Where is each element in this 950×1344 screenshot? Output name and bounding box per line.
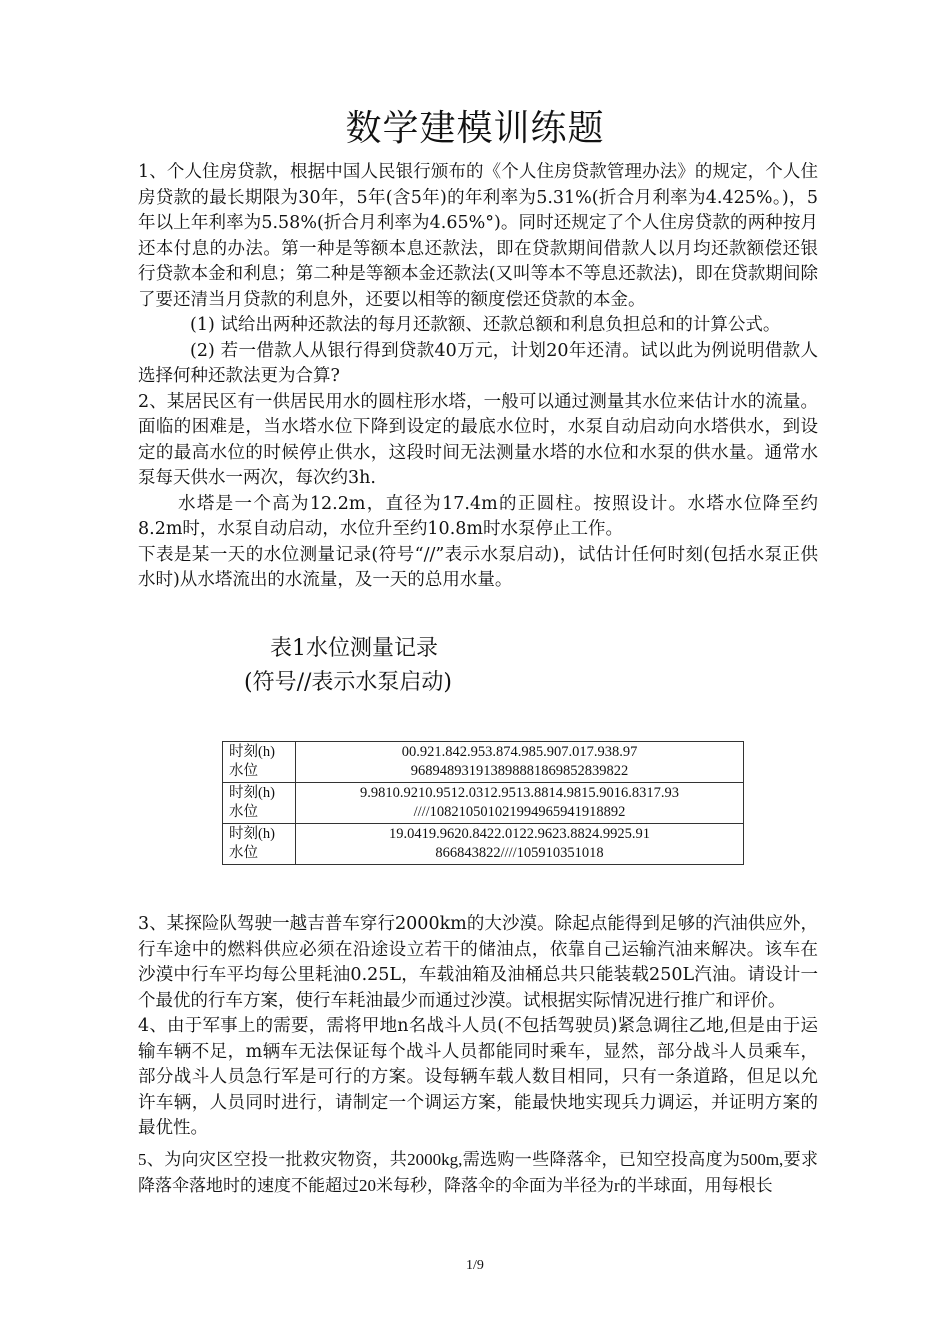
- table-row: [223, 742, 744, 783]
- row-values-cell: [296, 783, 744, 824]
- problem-1-question-2: (2) 若一借款人从银行得到贷款40万元，计划20年还清。试以此为例说明借款人选择何种还款法更为合算?: [138, 340, 818, 386]
- page-title: 数学建模训练题: [345, 108, 605, 149]
- time-values: 00.921.842.953.874.985.907.017.938.97: [401, 744, 638, 760]
- problem-1-question-1: (1) 试给出两种还款法的每月还款额、还款总额和利息负担总和的计算公式。: [190, 315, 781, 335]
- time-label: 时刻(h): [229, 785, 275, 801]
- level-values: ////108210501021994965941918892: [413, 804, 626, 820]
- problem-2-table-intro: 下表是某一天的水位测量记录(符号“//”表示水泵启动)，试估计任何时刻(包括水泵正供水时)从水塔流出的水流量，及一天的总用水量。: [138, 544, 818, 590]
- table-caption: 表1水位测量记录: [270, 636, 438, 661]
- problem-1: [138, 160, 818, 594]
- problems-3-to-5: [138, 912, 818, 1199]
- row-label-cell: [223, 742, 296, 783]
- time-values: 19.0419.9620.8422.0122.9623.8824.9925.91: [389, 826, 650, 842]
- table-row: [223, 824, 744, 865]
- problem-5-text: 5、为向灾区空投一批救灾物资，共2000kg,需选购一些降落伞，已知空投高度为500m,要求降落伞落地时的速度不能超过20米每秒，降落伞的伞面为半径为r的半球面，用每根长: [138, 1149, 818, 1195]
- level-label: 水位: [229, 804, 258, 820]
- water-level-table: [222, 741, 744, 865]
- time-label: 时刻(h): [229, 744, 275, 760]
- time-label: 时刻(h): [229, 826, 275, 842]
- row-label-cell: [223, 783, 296, 824]
- page-number: 1/9: [466, 1258, 484, 1273]
- level-label: 水位: [229, 763, 258, 779]
- table-subcaption: (符号//表示水泵启动): [244, 670, 452, 695]
- table-row: [223, 783, 744, 824]
- problem-4-text: 4、由于军事上的需要，需将甲地n名战斗人员(不包括驾驶员)紧急调往乙地,但是由于运输车辆不足，m辆车无法保证每个战斗人员都能同时乘车，显然，部分战斗人员乘车，部分战斗人员急行军是可行的方案。设每辆车载人数目相同，只有一条道路，但足以允许车辆，人员同时进行，请制定一个调运方案，能最快地实现兵力调运，并证明方案的最优性。: [138, 1016, 818, 1138]
- row-values-cell: [296, 742, 744, 783]
- problem-2-tower-spec: 水塔是一个高为12.2m，直径为17.4m的正圆柱。按照设计。水塔水位降至约8.2m时，水泵自动启动，水位升至约10.8m时水泵停止工作。: [138, 493, 818, 539]
- problem-1-text: 1、个人住房贷款，根据中国人民银行颁布的《个人住房贷款管理办法》的规定，个人住房贷款的最长期限为30年，5年(含5年)的年利率为5.31%(折合月利率为4.425%。)，5年以上年利率为5.58%(折合月利率为4.65%°)。同时还规定了个人住房贷款的两种按月还本付息的办法。第一种是等额本息还款法，即在贷款期间借款人以月均还款额偿还银行贷款本金和利息；第二种是等额本金还款法(又叫等本不等息还款法)，即在贷款期间除了要还清当月贷款的利息外，还要以相等的额度偿还贷款的本金。: [138, 162, 818, 310]
- level-values: 968948931913898881869852839822: [410, 763, 629, 779]
- time-values: 9.9810.9210.9512.0312.9513.8814.9815.9016.8317.93: [360, 785, 679, 801]
- level-values: 866843822////105910351018: [435, 845, 604, 861]
- row-label-cell: [223, 824, 296, 865]
- problem-3-text: 3、某探险队驾驶一越吉普车穿行2000km的大沙漠。除起点能得到足够的汽油供应外，行车途中的燃料供应必须在沿途设立若干的储油点，依靠自己运输汽油来解决。该车在沙漠中行车平均每公里耗油0.25L，车载油箱及油桶总共只能装载250L汽油。请设计一个最优的行车方案，使行车耗油最少而通过沙漠。试根据实际情况进行推广和评价。: [138, 914, 818, 1011]
- problem-2-text: 2、某居民区有一供居民用水的圆柱形水塔，一般可以通过测量其水位来估计水的流量。面临的困难是，当水塔水位下降到设定的最底水位时，水泵自动启动向水塔供水，到设定的最高水位的时候停止供水，这段时间无法测量水塔的水位和水泵的供水量。通常水泵每天供水一两次，每次约3h.: [138, 391, 818, 488]
- row-values-cell: [296, 824, 744, 865]
- level-label: 水位: [229, 845, 258, 861]
